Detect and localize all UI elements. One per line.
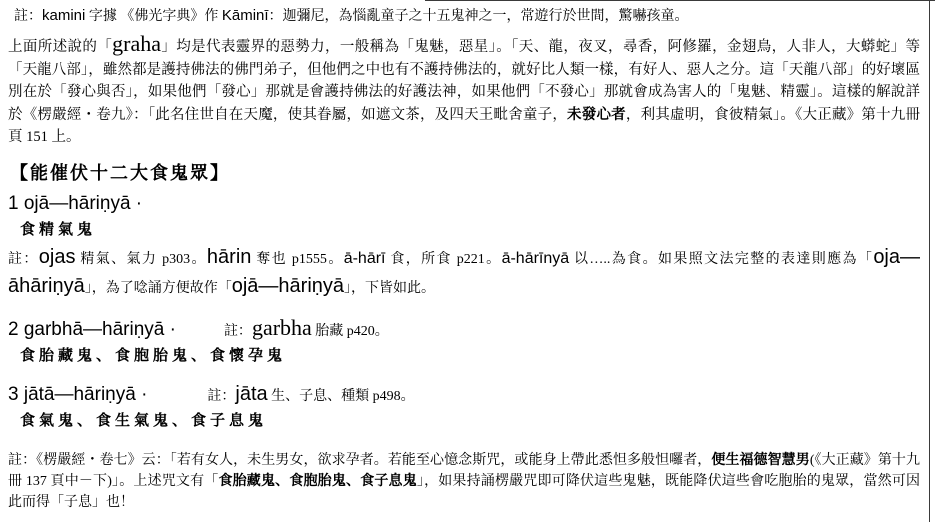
term-kamini-diacritic: Kāminī bbox=[221, 7, 269, 24]
term-harin: hārin bbox=[206, 245, 252, 268]
text-run: 」均是代表靈界的惡勢力，一般稱為「鬼魅，惡星」。「天、龍，夜叉，尋香，阿修羅，金翅鳥，人非人，大蟒蛇」等「天龍八部」，雖然都是護持佛法的佛門弟子，但他們之中也有不護持佛法的，就好比人類一樣，有好人、惡人之分。這「天龍八部」的好壞區別在於「發心與否」，如果他們「發心」那就是會護持佛法的好護法神，如果他們「不發心」那就會成為害人的「鬼魅、精靈」。這樣的解說詳於《楞嚴經・卷九》：「此名住世自在天魔，使其眷屬，如遮文茶，及四天王毗舍童子， bbox=[8, 39, 921, 123]
entry-1-note bbox=[8, 245, 920, 303]
term-oja-aharinya: oja—āhāriṇyā bbox=[8, 245, 921, 297]
entry-2 bbox=[8, 314, 920, 367]
note-kamini bbox=[14, 6, 920, 27]
final-note-paragraph bbox=[8, 450, 920, 513]
entry-1-ghost-names: 食精氣鬼 bbox=[20, 221, 97, 238]
text-run: 註：《楞嚴經・卷七》云：「若有女人，未生男女，欲求孕者。若能至心憶念斯咒，或能身上帶此悉怛多般怛囉者， bbox=[8, 452, 712, 468]
entry-2-title: 2 garbhā—hāriṇyā · bbox=[8, 318, 176, 340]
page-right-border bbox=[929, 0, 930, 522]
emphasis-wei-fa-xin-zhe: 未發心者 bbox=[567, 106, 626, 123]
entry-3-note bbox=[207, 384, 414, 405]
entry-2-note bbox=[223, 314, 389, 340]
section-heading: 【能催伏十二大食鬼眾】 bbox=[10, 162, 230, 183]
term-a-harinya: ā-hārīnyā bbox=[501, 249, 570, 267]
text-run: ，利其虛明，食彼精氣」。《大正藏》第十九冊頁 151 上。 bbox=[8, 106, 921, 145]
term-kamini: kamini bbox=[42, 7, 86, 24]
term-jata: jāta bbox=[235, 382, 268, 405]
entry-2-ghost-names: 食胎藏鬼、食胞胎鬼、食懷孕鬼 bbox=[20, 347, 287, 364]
entry-3-title: 3 jātā—hāriṇyā · bbox=[8, 383, 148, 405]
entry-3-ghost-names: 食氣鬼、食生氣鬼、食子息鬼 bbox=[20, 412, 268, 429]
page-top-border bbox=[425, 0, 935, 1]
text-run: 精氣、氣力 p303。 bbox=[75, 251, 207, 267]
text-run: 註： bbox=[207, 388, 236, 404]
term-garbha: garbha bbox=[251, 314, 312, 340]
text-run: 註： bbox=[14, 9, 42, 24]
text-run: (《大正藏》第十九冊 137 頁中－下)」。上述咒文有「 bbox=[8, 452, 920, 489]
text-run: 食，所食 p221。 bbox=[385, 251, 502, 267]
text-run: 」，如果持誦楞嚴咒即可降伏這些鬼魅，既能降伏這些會吃胞胎的鬼眾，當然可因此而得「子息」也！ bbox=[8, 473, 921, 510]
emphasis-ghost-names: 食胎藏鬼、食胞胎鬼、食子息鬼 bbox=[218, 473, 417, 489]
term-ojas: ojas bbox=[38, 245, 76, 268]
entry-1-title: 1 ojā—hāriṇyā · bbox=[8, 192, 143, 214]
entry-2-title-row bbox=[8, 314, 920, 342]
text-run: 上面所述說的「 bbox=[8, 39, 113, 55]
entry-1 bbox=[8, 192, 920, 303]
text-run: 奪也 p1555。 bbox=[251, 251, 344, 267]
graha-paragraph bbox=[8, 33, 920, 149]
text-run: 以…..為食。如果照文法完整的表達則應為「 bbox=[569, 251, 874, 267]
text-run: 字據 《佛光字典》作 bbox=[85, 9, 222, 24]
text-run: 胎藏 p420。 bbox=[311, 323, 389, 339]
text-run: ：迦彌尼，為惱亂童子之十五鬼神之一，常遊行於世間，驚嚇孩童。 bbox=[268, 9, 689, 24]
emphasis-fude-zhihui-nan: 便生福德智慧男 bbox=[711, 452, 810, 468]
text-run: 」，為了唸誦方便故作「 bbox=[84, 280, 232, 296]
entry-3 bbox=[8, 383, 920, 432]
term-oja-harinya: ojā—hāriṇyā bbox=[231, 274, 345, 297]
term-a-hari: ā-hārī bbox=[343, 249, 386, 267]
term-graha: graha bbox=[112, 31, 161, 56]
text-run: 註： bbox=[8, 251, 39, 267]
text-run: 生、子息、種類 p498。 bbox=[267, 388, 415, 404]
entry-3-title-row bbox=[8, 383, 920, 407]
text-run: 」，下皆如此。 bbox=[344, 280, 436, 296]
text-run: 註： bbox=[223, 323, 252, 339]
